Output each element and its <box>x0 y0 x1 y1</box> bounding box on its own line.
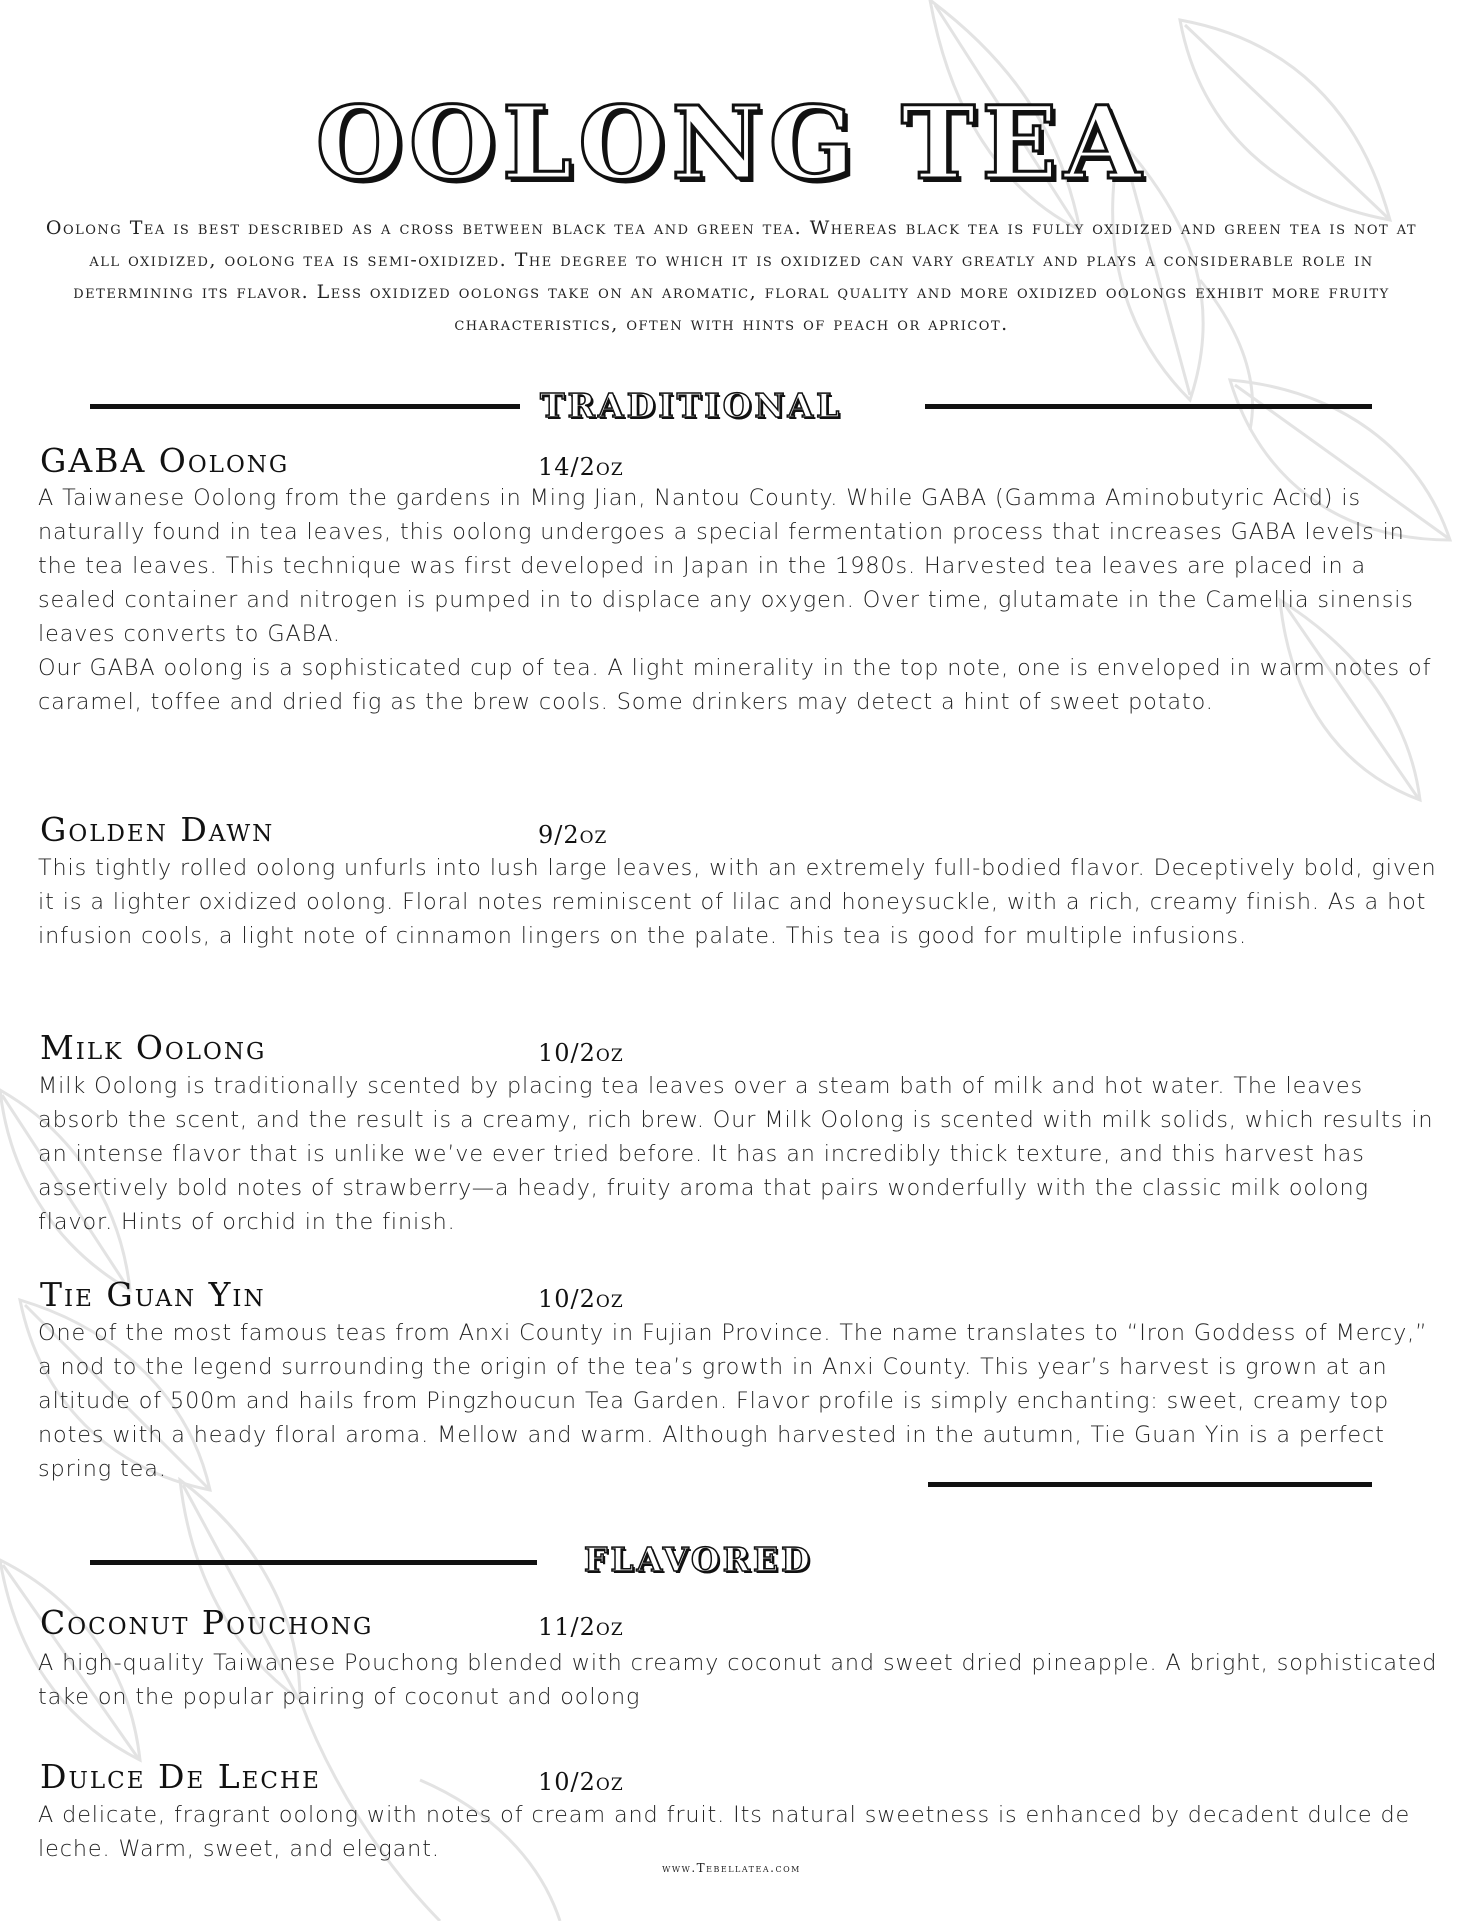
item-price-golden-dawn: 9/2oz <box>538 821 608 849</box>
item-description-gaba-oolong: A Taiwanese Oolong from the gardens in Ming Jian, Nantou County. While GABA (Gamma Aminobutyric Acid) is naturally found in tea leaves, this oolong undergoes a special fermentation process that increases GABA levels in the tea leaves. This technique was first developed in Japan in the 1980s. Harvested tea leaves are placed in a sealed container and nitrogen is pumped in to displace any oxygen. Over time, glutamate in the Camellia sinensis leaves converts to GABA. Our GABA oolong is a sophisticated cup of tea. A light minerality in the top note, one is enveloped in warm notes of caramel, toffee and dried fig as the brew cools. Some drinkers may detect a hint of sweet potato. <box>38 485 1432 715</box>
footer-website: www.Tebellatea.com <box>662 1861 801 1875</box>
item-description-milk-oolong: Milk Oolong is traditionally scented by placing tea leaves over a steam bath of milk and hot water. The leaves absorb the scent, and the result is a creamy, rich brew. Our Milk Oolong is scented with milk solids, which results in an intense flavor that is unlike we’ve ever tried before. It has an incredibly thick texture, and this harvest has assertively bold notes of strawberry—a heady, fruity aroma that pairs wonderfully with the classic milk oolong flavor. Hints of orchid in the finish. <box>38 1073 1434 1235</box>
item-price-coconut-pouchong: 11/2oz <box>538 1613 624 1641</box>
item-name-dulce-de-leche: Dulce De Leche <box>40 1757 321 1796</box>
traditional-rule-right <box>925 404 1372 409</box>
traditional-rule-left <box>90 404 520 409</box>
item-name-coconut-pouchong: Coconut Pouchong <box>40 1603 374 1642</box>
section-heading-flavored: FLAVORED <box>584 1540 813 1579</box>
item-price-milk-oolong: 10/2oz <box>538 1039 624 1067</box>
section-heading-traditional: TRADITIONAL <box>540 386 843 425</box>
item-description-coconut-pouchong: A high-quality Taiwanese Pouchong blended with creamy coconut and sweet dried pineapple. A bright, sophisticated take on the popular pairing of coconut and oolong <box>38 1650 1438 1710</box>
item-name-gaba-oolong: GABA Oolong <box>40 441 290 480</box>
item-name-tie-guan-yin: Tie Guan Yin <box>40 1275 266 1314</box>
item-description-dulce-de-leche: A delicate, fragrant oolong with notes of cream and fruit. Its natural sweetness is enhanced by decadent dulce de leche. Warm, sweet, and elegant. <box>38 1802 1411 1862</box>
page-title: OOLONG TEA <box>315 84 1148 202</box>
flavored-rule-left <box>90 1560 537 1565</box>
item-name-milk-oolong: Milk Oolong <box>40 1028 267 1067</box>
item-description-golden-dawn: This tightly rolled oolong unfurls into lush large leaves, with an extremely full-bodied flavor. Deceptively bold, given it is a lighter oxidized oolong. Floral notes reminiscent of lilac and honeysuckle, with a rich, creamy finish. As a hot infusion cools, a light note of cinnamon lingers on the palate. This tea is good for multiple infusions. <box>38 855 1437 949</box>
item-description-tie-guan-yin: One of the most famous teas from Anxi County in Fujian Province. The name translates to “Iron Goddess of Mercy,” a nod to the legend surrounding the origin of the tea’s growth in Anxi County. This year’s harvest is grown at an altitude of 500m and hails from Pingzhoucun Tea Garden. Flavor profile is simply enchanting: sweet, creamy top notes with a heady floral aroma. Mellow and warm. Although harvested in the autumn, Tie Guan Yin is a perfect spring tea. <box>38 1320 1428 1482</box>
traditional-closing-rule <box>928 1482 1372 1487</box>
item-price-tie-guan-yin: 10/2oz <box>538 1285 624 1313</box>
intro-paragraph: Oolong Tea is best described as a cross between black tea and green tea. Whereas black tea is fully oxidized and green tea is not at all oxidized, oolong tea is semi-oxidized. The degree to which it is oxidized can vary greatly and plays a considerable role in determining its flavor. Less oxidized oolongs take on an aromatic, floral quality and more oxidized oolongs exhibit more fruity characteristics, often with hints of peach or apricot. <box>45 217 1418 335</box>
item-price-gaba-oolong: 14/2oz <box>538 453 624 481</box>
item-price-dulce-de-leche: 10/2oz <box>538 1768 624 1796</box>
item-name-golden-dawn: Golden Dawn <box>40 810 275 849</box>
